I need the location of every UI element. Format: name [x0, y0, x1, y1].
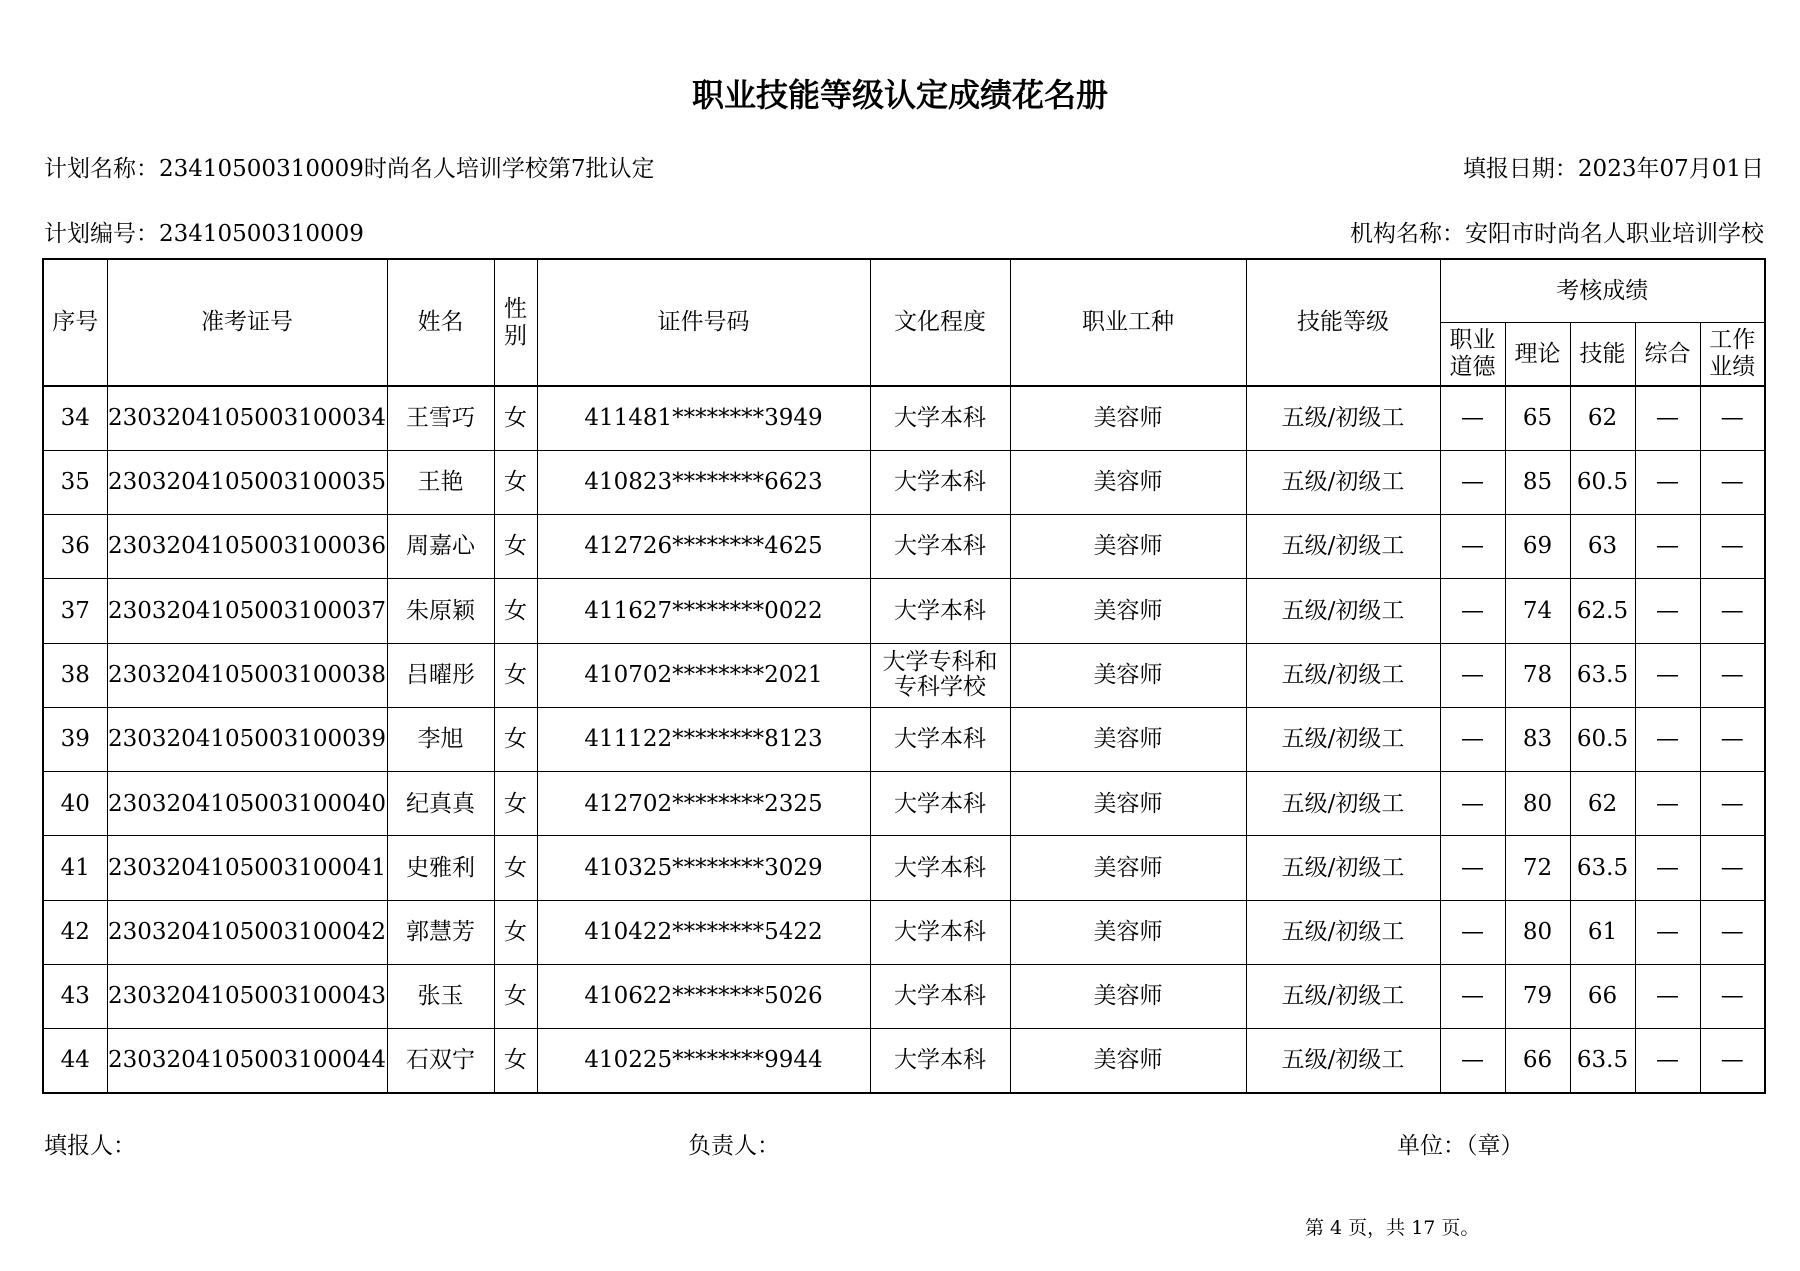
- cell-name: 朱原颖: [387, 579, 494, 643]
- cell-name: 石双宁: [387, 1029, 494, 1093]
- cell-id: 410702********2021: [537, 643, 870, 707]
- cell-edu: 大学本科: [870, 386, 1010, 450]
- plan-no-line: [44, 215, 364, 248]
- cell-job: 美容师: [1010, 450, 1246, 514]
- cell-edu: 大学本科: [870, 1029, 1010, 1093]
- cell-id: 411481********3949: [537, 386, 870, 450]
- cell-work: —: [1700, 386, 1765, 450]
- cell-ticket: 2303204105003100042: [107, 900, 387, 964]
- score-roster-table: [42, 258, 1766, 1094]
- cell-name: 王艳: [387, 450, 494, 514]
- cell-theory: 66: [1505, 1029, 1570, 1093]
- cell-name: 郭慧芳: [387, 900, 494, 964]
- cell-theory: 72: [1505, 836, 1570, 900]
- cell-ticket: 2303204105003100044: [107, 1029, 387, 1093]
- cell-overall: —: [1635, 836, 1700, 900]
- cell-skill: 63.5: [1570, 1029, 1635, 1093]
- cell-ethics: —: [1440, 386, 1505, 450]
- cell-theory: 85: [1505, 450, 1570, 514]
- cell-seq: 38: [43, 643, 107, 707]
- cell-overall: —: [1635, 515, 1700, 579]
- cell-job: 美容师: [1010, 643, 1246, 707]
- cell-work: —: [1700, 579, 1765, 643]
- cell-job: 美容师: [1010, 772, 1246, 836]
- cell-edu: 大学专科和专科学校: [870, 643, 1010, 707]
- cell-id: 411627********0022: [537, 579, 870, 643]
- cell-ethics: —: [1440, 707, 1505, 771]
- cell-ticket: 2303204105003100036: [107, 515, 387, 579]
- cell-overall: —: [1635, 579, 1700, 643]
- cell-edu: 大学本科: [870, 450, 1010, 514]
- cell-level: 五级/初级工: [1246, 836, 1440, 900]
- cell-level: 五级/初级工: [1246, 1029, 1440, 1093]
- plan-no-value: 23410500310009: [159, 221, 364, 247]
- cell-ticket: 2303204105003100034: [107, 386, 387, 450]
- cell-gender: 女: [494, 836, 537, 900]
- cell-ethics: —: [1440, 836, 1505, 900]
- cell-overall: —: [1635, 772, 1700, 836]
- cell-work: —: [1700, 643, 1765, 707]
- cell-skill: 63.5: [1570, 643, 1635, 707]
- table-row: [43, 900, 1765, 964]
- cell-name: 纪真真: [387, 772, 494, 836]
- cell-work: —: [1700, 836, 1765, 900]
- cell-work: —: [1700, 515, 1765, 579]
- cell-ticket: 2303204105003100035: [107, 450, 387, 514]
- plan-name-line: [44, 150, 655, 183]
- cell-id: 412726********4625: [537, 515, 870, 579]
- table-row: [43, 450, 1765, 514]
- cell-work: —: [1700, 772, 1765, 836]
- cell-skill: 62: [1570, 386, 1635, 450]
- cell-theory: 79: [1505, 964, 1570, 1028]
- cell-theory: 83: [1505, 707, 1570, 771]
- cell-level: 五级/初级工: [1246, 964, 1440, 1028]
- cell-name: 张玉: [387, 964, 494, 1028]
- col-header-name: 姓名: [387, 259, 494, 386]
- table-row: [43, 964, 1765, 1028]
- col-header-work: [1700, 322, 1765, 386]
- cell-seq: 35: [43, 450, 107, 514]
- col-header-gender: [494, 259, 537, 386]
- roster-body: [43, 386, 1765, 1093]
- cell-seq: 34: [43, 386, 107, 450]
- cell-level: 五级/初级工: [1246, 707, 1440, 771]
- cell-ethics: —: [1440, 772, 1505, 836]
- col-header-scores-group: 考核成绩: [1440, 259, 1765, 322]
- cell-skill: 61: [1570, 900, 1635, 964]
- cell-gender: 女: [494, 707, 537, 771]
- cell-work: —: [1700, 964, 1765, 1028]
- col-header-job: 职业工种: [1010, 259, 1246, 386]
- cell-id: 412702********2325: [537, 772, 870, 836]
- cell-level: 五级/初级工: [1246, 643, 1440, 707]
- cell-id: 411122********8123: [537, 707, 870, 771]
- cell-seq: 44: [43, 1029, 107, 1093]
- cell-work: —: [1700, 707, 1765, 771]
- col-header-ethics: [1440, 322, 1505, 386]
- cell-seq: 41: [43, 836, 107, 900]
- plan-name-label: 计划名称：: [44, 156, 159, 182]
- cell-seq: 43: [43, 964, 107, 1028]
- cell-seq: 37: [43, 579, 107, 643]
- cell-gender: 女: [494, 579, 537, 643]
- cell-skill: 63: [1570, 515, 1635, 579]
- cell-skill: 62.5: [1570, 579, 1635, 643]
- cell-ticket: 2303204105003100037: [107, 579, 387, 643]
- cell-job: 美容师: [1010, 836, 1246, 900]
- table-row: [43, 707, 1765, 771]
- cell-ethics: —: [1440, 643, 1505, 707]
- cell-gender: 女: [494, 515, 537, 579]
- cell-seq: 39: [43, 707, 107, 771]
- col-header-ethics-label: 职业道德: [1449, 327, 1496, 380]
- cell-ticket: 2303204105003100038: [107, 643, 387, 707]
- cell-job: 美容师: [1010, 386, 1246, 450]
- cell-id: 410622********5026: [537, 964, 870, 1028]
- cell-work: —: [1700, 450, 1765, 514]
- cell-id: 410325********3029: [537, 836, 870, 900]
- cell-edu: 大学本科: [870, 707, 1010, 771]
- report-date-line: [1463, 150, 1764, 183]
- plan-no-label: 计划编号：: [44, 221, 159, 247]
- col-header-work-label: 工作业绩: [1709, 327, 1756, 380]
- cell-work: —: [1700, 1029, 1765, 1093]
- cell-edu: 大学本科: [870, 900, 1010, 964]
- cell-ethics: —: [1440, 450, 1505, 514]
- cell-level: 五级/初级工: [1246, 450, 1440, 514]
- cell-job: 美容师: [1010, 515, 1246, 579]
- cell-overall: —: [1635, 386, 1700, 450]
- cell-skill: 63.5: [1570, 836, 1635, 900]
- cell-theory: 80: [1505, 772, 1570, 836]
- unit-seal-label: 单位：（章）: [1397, 1133, 1524, 1159]
- cell-edu: 大学本科: [870, 964, 1010, 1028]
- cell-level: 五级/初级工: [1246, 515, 1440, 579]
- cell-name: 史雅利: [387, 836, 494, 900]
- org-name-line: [1350, 215, 1764, 248]
- cell-name: 李旭: [387, 707, 494, 771]
- plan-name-value: 23410500310009时尚名人培训学校第7批认定: [159, 156, 655, 182]
- cell-edu: 大学本科: [870, 515, 1010, 579]
- cell-gender: 女: [494, 1029, 537, 1093]
- table-row: [43, 836, 1765, 900]
- cell-job: 美容师: [1010, 707, 1246, 771]
- cell-edu: 大学本科: [870, 836, 1010, 900]
- col-header-level: 技能等级: [1246, 259, 1440, 386]
- cell-ticket: 2303204105003100040: [107, 772, 387, 836]
- table-row: [43, 772, 1765, 836]
- table-row: [43, 1029, 1765, 1093]
- cell-overall: —: [1635, 900, 1700, 964]
- col-header-theory: 理论: [1505, 322, 1570, 386]
- cell-level: 五级/初级工: [1246, 579, 1440, 643]
- col-header-id: 证件号码: [537, 259, 870, 386]
- col-header-skill: 技能: [1570, 322, 1635, 386]
- table-row: [43, 643, 1765, 707]
- cell-gender: 女: [494, 900, 537, 964]
- document-title: 职业技能等级认定成绩花名册: [691, 76, 1108, 114]
- cell-theory: 69: [1505, 515, 1570, 579]
- cell-edu: 大学本科: [870, 579, 1010, 643]
- cell-ticket: 2303204105003100043: [107, 964, 387, 1028]
- cell-ticket: 2303204105003100039: [107, 707, 387, 771]
- cell-overall: —: [1635, 643, 1700, 707]
- cell-job: 美容师: [1010, 964, 1246, 1028]
- cell-ethics: —: [1440, 515, 1505, 579]
- cell-overall: —: [1635, 450, 1700, 514]
- table-row: [43, 579, 1765, 643]
- table-row: [43, 386, 1765, 450]
- cell-level: 五级/初级工: [1246, 900, 1440, 964]
- cell-name: 吕曜彤: [387, 643, 494, 707]
- leader-label: 负责人：: [688, 1133, 780, 1159]
- cell-ethics: —: [1440, 900, 1505, 964]
- cell-edu: 大学本科: [870, 772, 1010, 836]
- cell-job: 美容师: [1010, 579, 1246, 643]
- cell-overall: —: [1635, 707, 1700, 771]
- cell-ethics: —: [1440, 579, 1505, 643]
- cell-id: 410422********5422: [537, 900, 870, 964]
- cell-theory: 78: [1505, 643, 1570, 707]
- cell-skill: 60.5: [1570, 707, 1635, 771]
- org-name-value: 安阳市时尚名人职业培训学校: [1465, 221, 1764, 247]
- cell-level: 五级/初级工: [1246, 772, 1440, 836]
- cell-gender: 女: [494, 643, 537, 707]
- report-date-value: 2023年07月01日: [1577, 156, 1764, 182]
- cell-seq: 36: [43, 515, 107, 579]
- cell-gender: 女: [494, 964, 537, 1028]
- table-row: [43, 515, 1765, 579]
- report-date-label: 填报日期：: [1462, 156, 1578, 182]
- cell-skill: 60.5: [1570, 450, 1635, 514]
- cell-id: 410823********6623: [537, 450, 870, 514]
- cell-ethics: —: [1440, 964, 1505, 1028]
- cell-theory: 74: [1505, 579, 1570, 643]
- cell-job: 美容师: [1010, 900, 1246, 964]
- cell-overall: —: [1635, 1029, 1700, 1093]
- cell-skill: 66: [1570, 964, 1635, 1028]
- cell-name: 周嘉心: [387, 515, 494, 579]
- cell-ethics: —: [1440, 1029, 1505, 1093]
- col-header-overall: 综合: [1635, 322, 1700, 386]
- cell-overall: —: [1635, 964, 1700, 1028]
- cell-work: —: [1700, 900, 1765, 964]
- cell-job: 美容师: [1010, 1029, 1246, 1093]
- cell-skill: 62: [1570, 772, 1635, 836]
- col-header-ticket: 准考证号: [107, 259, 387, 386]
- cell-gender: 女: [494, 450, 537, 514]
- cell-seq: 42: [43, 900, 107, 964]
- col-header-gender-label: 性别: [504, 296, 527, 349]
- col-header-edu: 文化程度: [870, 259, 1010, 386]
- cell-name: 王雪巧: [387, 386, 494, 450]
- cell-gender: 女: [494, 772, 537, 836]
- cell-theory: 65: [1505, 386, 1570, 450]
- filler-label: 填报人：: [44, 1133, 136, 1159]
- cell-level: 五级/初级工: [1246, 386, 1440, 450]
- cell-seq: 40: [43, 772, 107, 836]
- org-name-label: 机构名称：: [1350, 221, 1465, 247]
- cell-id: 410225********9944: [537, 1029, 870, 1093]
- page-number: 第 4 页，共 17 页。: [1305, 1217, 1480, 1239]
- cell-gender: 女: [494, 386, 537, 450]
- cell-theory: 80: [1505, 900, 1570, 964]
- col-header-seq: 序号: [43, 259, 107, 386]
- cell-ticket: 2303204105003100041: [107, 836, 387, 900]
